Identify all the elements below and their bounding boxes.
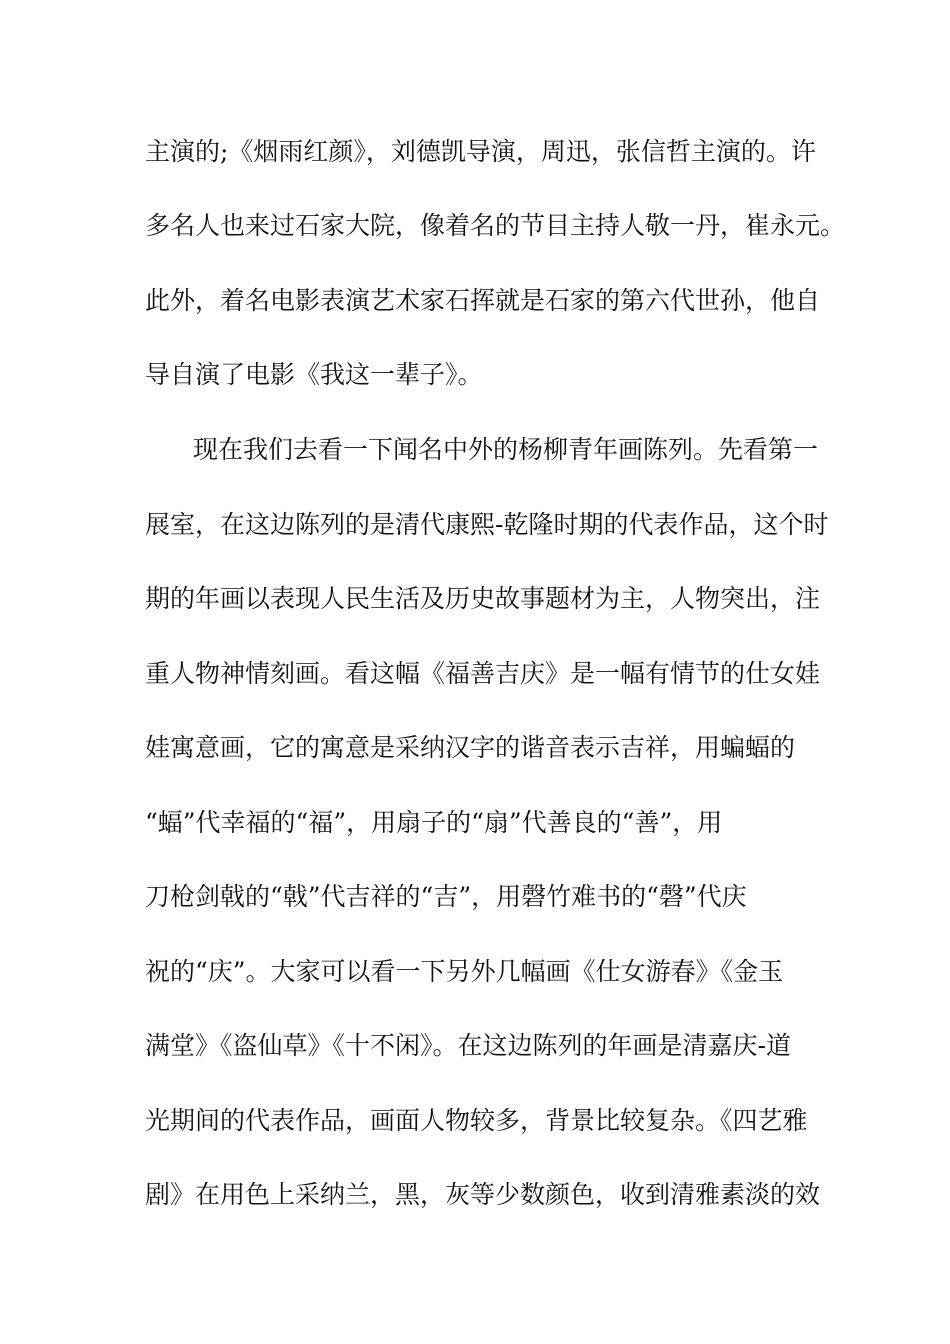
text-line: 刀枪剑戟的“戟”代吉祥的“吉”，用磬竹难书的“磬”代庆: [145, 882, 747, 911]
text-line: 重人物神情刻画。看这幅《福善吉庆》是一幅有情节的仕女娃: [145, 659, 821, 688]
text-line: 满堂》《盗仙草》《十不闲》。在这边陈列的年画是清嘉庆-道: [145, 1031, 791, 1060]
text-line: 展室，在这边陈列的是清代康熙-乾隆时期的代表作品，这个时: [145, 510, 829, 539]
text-line: 多名人也来过石家大院，像着名的节目主持人敬一丹，崔永元。: [145, 211, 846, 240]
text-line: 剧》在用色上采纳兰，黑，灰等少数颜色，收到清雅素淡的效: [145, 1180, 821, 1209]
text-line: 此外，着名电影表演艺术家石挥就是石家的第六代世孙，他自: [145, 286, 821, 315]
text-line: 祝的“庆”。大家可以看一下另外几幅画《仕女游春》《金玉: [145, 957, 784, 986]
text-line: 导自演了电影《我这一辈子》。: [145, 360, 483, 389]
text-line: 期的年画以表现人民生活及历史故事题材为主，人物突出，注: [145, 584, 821, 613]
text-line: “蝠”代幸福的“福”，用扇子的“扇”代善良的“善”，用: [145, 808, 723, 837]
text-line: 主演的;《烟雨红颜》，刘德凯导演，周迅，张信哲主演的。许: [145, 137, 816, 166]
paragraph-first-line: 现在我们去看一下闻名中外的杨柳青年画陈列。先看第一: [193, 435, 819, 464]
text-line: 光期间的代表作品，画面人物较多，背景比较复杂。《四艺雅: [145, 1106, 808, 1135]
text-line: 娃寓意画，它的寓意是采纳汉字的谐音表示吉祥，用蝙蝠的: [145, 733, 796, 762]
